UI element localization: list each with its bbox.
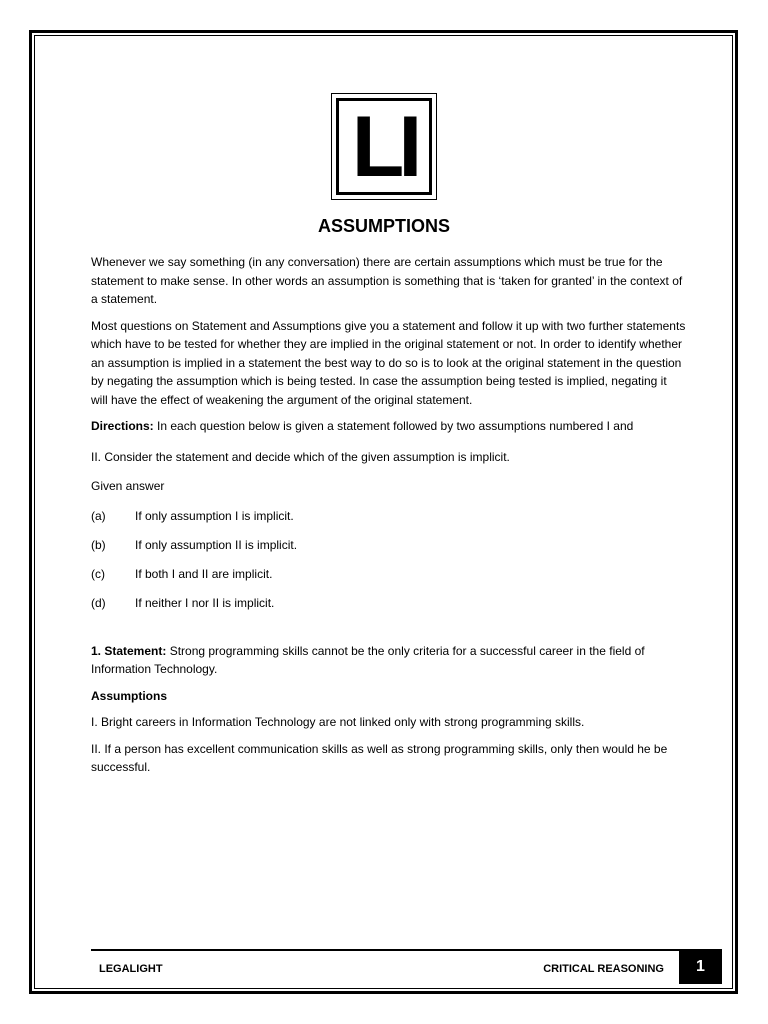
directions-paragraph xyxy=(91,417,686,436)
assumption-2: II. If a person has excellent communication skills as well as strong programming skills, only then would he be successful. xyxy=(91,741,668,774)
option-d xyxy=(91,594,686,612)
directions-paragraph-2: II. Consider the statement and decide which of the given assumption is implicit. xyxy=(91,449,510,464)
option-text: If only assumption I is implicit. xyxy=(135,508,294,523)
option-label: (a) xyxy=(91,508,106,523)
option-label: (d) xyxy=(91,595,106,610)
question-label: 1. Statement: xyxy=(91,643,167,658)
option-label: (b) xyxy=(91,537,106,552)
option-c xyxy=(91,565,686,583)
question-text: Strong programming skills cannot be the only criteria for a successful career in the field of Information Technology. xyxy=(91,643,645,676)
directions-text: In each question below is given a statement followed by two assumptions numbered I and xyxy=(153,419,634,433)
document-body xyxy=(91,253,686,785)
footer-section: CRITICAL REASONING xyxy=(543,963,664,975)
assumption-1: I. Bright careers in Information Technology are not linked only with strong programming skills. xyxy=(91,715,585,729)
given-answer-label: Given answer xyxy=(91,479,165,493)
option-text: If neither I nor II is implicit. xyxy=(135,595,275,610)
explanation-paragraph: Most questions on Statement and Assumptions give you a statement and follow it up with two further statements which have to be tested for whether they are implied in the original statement or not. In order to identify whether an assumption is implied in a statement the best way to do so is to look at the original statement in the question by negating the assumption which is being tested. In case the assumption being tested is implied, negating it will have the effect of weakening the argument of the original statement. xyxy=(91,318,686,407)
page-title: ASSUMPTIONS xyxy=(317,216,450,236)
question-statement xyxy=(91,642,686,679)
option-text: If both I and II are implicit. xyxy=(135,566,273,581)
option-b xyxy=(91,536,686,554)
option-label: (c) xyxy=(91,566,105,581)
assumptions-heading: Assumptions xyxy=(91,688,168,703)
option-text: If only assumption II is implicit. xyxy=(135,537,298,552)
logo: LI xyxy=(351,98,417,195)
intro-paragraph: Whenever we say something (in any conversation) there are certain assumptions which must be true for the statement to make sense. In other words an assumption is something that is ‘taken for granted’ in the context of a statement. xyxy=(91,255,683,306)
page-number: 1 xyxy=(679,949,722,984)
directions-label: Directions: xyxy=(91,419,154,433)
option-a xyxy=(91,507,686,525)
footer-brand: LEGALIGHT xyxy=(99,963,163,975)
footer-rule xyxy=(91,949,679,951)
